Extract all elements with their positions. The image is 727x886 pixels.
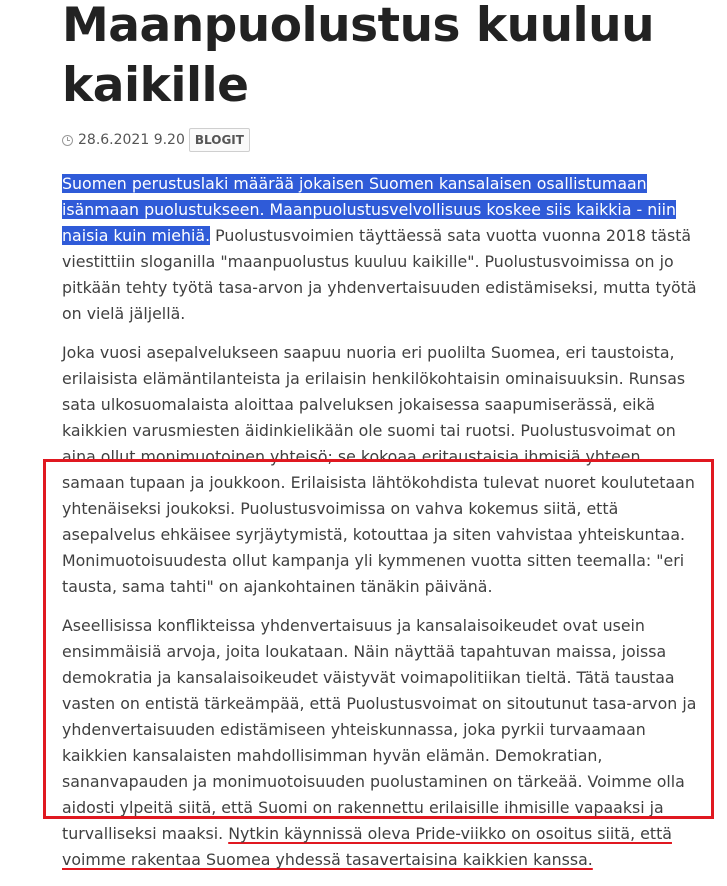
article-body	[62, 171, 708, 886]
paragraph-3	[62, 613, 708, 873]
paragraph-1	[62, 171, 708, 327]
paragraph-3-main: Aseellisissa konflikteissa yhdenvertaisuus ja kansalaisoikeudet ovat usein ensimmäisiä arvoja, joita loukataan. Näin näyttää tapahtuvan maissa, joissa demokratia ja kansalaisoikeudet väistyvät voimapolitiikan tieltä. Tätä taustaa vasten on entistä tärkeämpää, että Puolustusvoimat on sitoutunut tasa-arvon ja yhdenvertaisuuden edistämiseen yhteiskunnassa, joka pyrkii turvaamaan kaikkien kansalaisten mahdollisimman hyvän elämän. Demokratian, sananvapauden ja monimuotoisuuden puolustaminen on tärkeää. Voimme olla aidosti ylpeitä siitä, että Suomi on rakennettu erilaisille ihmisille vapaaksi ja turvalliseksi maaksi.	[62, 616, 697, 843]
article-meta	[62, 126, 250, 154]
selected-text[interactable]: Suomen perustuslaki määrää jokaisen Suomen kansalaisen osallistumaan isänmaan puolustukseen. Maanpuolustusvelvollisuus koskee siis kaikkia - niin naisia kuin miehiä.	[62, 174, 677, 245]
publish-date: 28.6.2021 9.20	[78, 132, 185, 148]
underlined-text: Nytkin käynnissä oleva Pride-viikko on osoitus siitä, että voimme rakentaa Suomea yhdessä tasavertaisina kaikkien kanssa.	[62, 824, 672, 869]
paragraph-2: Joka vuosi asepalvelukseen saapuu nuoria eri puolilta Suomea, eri taustoista, erilaisista elämäntilanteista ja erilaisin henkilökohtaisin ominaisuuksin. Runsas sata ulkosuomalaista aloittaa palveluksen jokaisessa saapumiserässä, eikä kaikkien varusmiesten äidinkielikään ole suomi tai ruotsi. Puolustusvoimat on aina ollut monimuotoinen yhteisö; se kokoaa eritaustaisia ihmisiä yhteen samaan tupaan ja joukkoon. Erilaisista lähtökohdista tulevat nuoret koulutetaan yhtenäiseksi joukoksi. Puolustusvoimissa on vahva kokemus siitä, että asepalvelus ehkäisee syrjäytymistä, kotouttaa ja siten vahvistaa yhteiskuntaa. Monimuotoisuudesta ollut kampanja yli kymmenen vuotta sitten teemalla: "eri tausta, sama tahti" on ajankohtainen tänäkin päivänä.	[62, 343, 695, 596]
category-badge[interactable]: BLOGIT	[189, 128, 250, 152]
article-title: Maanpuolustus kuuluu kaikille	[62, 0, 655, 113]
clock-icon	[62, 135, 73, 146]
paragraph-1-rest: Puolustusvoimien täyttäessä sata vuotta vuonna 2018 tästä viestittiin sloganilla "maanpuolustus kuuluu kaikille". Puolustusvoimissa on jo pitkään tehty työtä tasa-arvon ja yhdenvertaisuuden edistämiseksi, mutta työtä on vielä jäljellä.	[62, 226, 697, 323]
